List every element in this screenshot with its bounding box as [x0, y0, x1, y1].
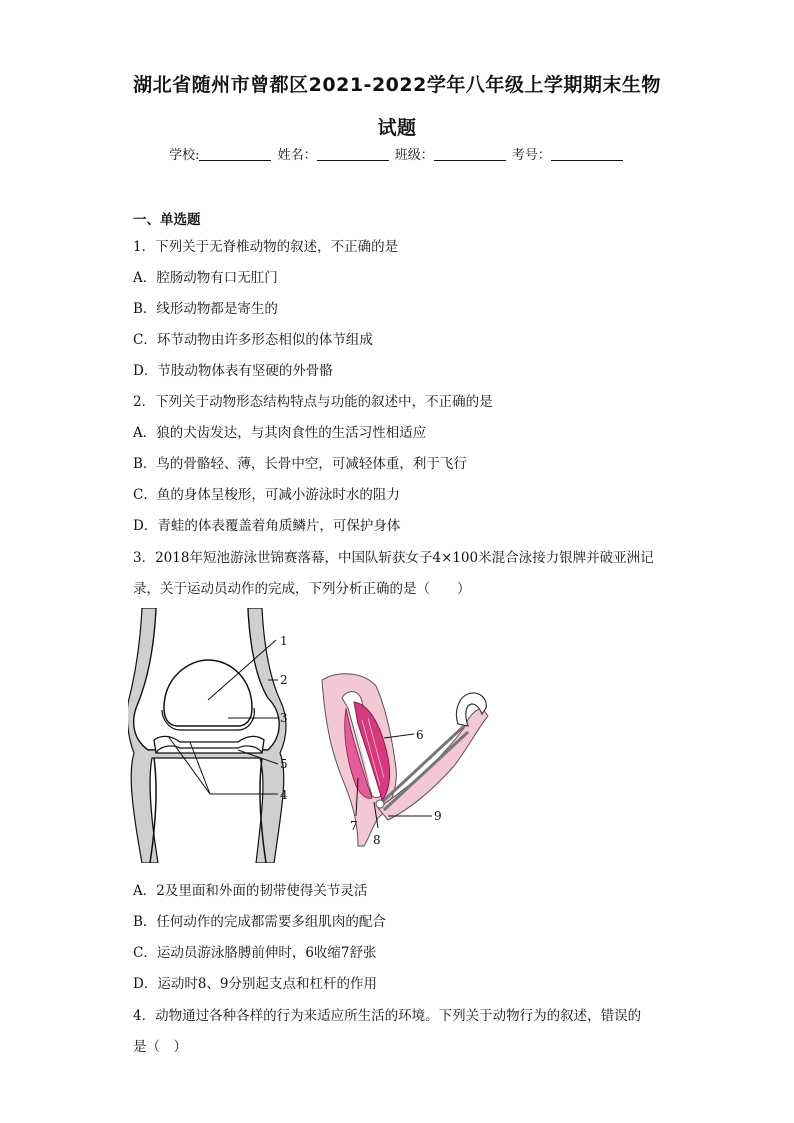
elbow-joint — [376, 800, 384, 808]
question-1-option-c: C．环节动物由许多形态相似的体节组成 — [133, 332, 373, 348]
question-3-option-a: A．2及里面和外面的韧带使得关节灵活 — [133, 883, 368, 899]
arm-muscle-diagram — [318, 668, 498, 853]
question-1-stem: 1．下列关于无脊椎动物的叙述，不正确的是 — [133, 239, 399, 255]
question-2-option-c: C．鱼的身体呈梭形，可减小游泳时水的阻力 — [133, 487, 400, 503]
joint-diagram — [128, 608, 308, 863]
school-blank[interactable] — [199, 148, 271, 161]
arm-label-8: 8 — [373, 833, 381, 847]
question-1-option-b: B．线形动物都是寄生的 — [133, 301, 278, 317]
exam-number-label: 考号： — [511, 148, 551, 163]
section-title: 一、单选题 — [133, 212, 201, 228]
joint-label-2: 2 — [280, 673, 288, 687]
question-1-option-a: A．腔肠动物有口无肛门 — [133, 270, 278, 286]
name-blank[interactable] — [317, 148, 389, 161]
question-3-option-c: C．运动员游泳胳膊前伸时，6收缩7舒张 — [133, 945, 377, 961]
arm-label-6: 6 — [416, 728, 424, 742]
question-1-option-d: D．节肢动物体表有坚硬的外骨骼 — [133, 363, 333, 379]
question-3-option-b: B．任何动作的完成都需要多组肌肉的配合 — [133, 914, 386, 930]
arm-label-9: 9 — [434, 809, 442, 823]
question-2-option-a: A．狼的犬齿发达，与其肉食性的生活习性相适应 — [133, 425, 427, 441]
joint-label-5: 5 — [280, 757, 288, 771]
joint-label-3: 3 — [280, 711, 288, 725]
question-2-stem: 2．下列关于动物形态结构特点与功能的叙述中，不正确的是 — [133, 394, 493, 410]
exam-title-line2: 试题 — [377, 117, 417, 139]
question-3-stem-line2: 录，关于运动员动作的完成，下列分析正确的是（ ） — [133, 581, 471, 597]
school-label: 学校: — [169, 148, 200, 163]
exam-number-blank[interactable] — [551, 148, 623, 161]
exam-title-line1: 湖北省随州市曾都区2021-2022学年八年级上学期期末生物 — [133, 74, 661, 96]
class-blank[interactable] — [434, 148, 506, 161]
joint-label-4: 4 — [280, 788, 288, 802]
joint-label-1: 1 — [280, 634, 288, 648]
student-info-row — [0, 144, 794, 163]
name-label: 姓名： — [277, 148, 317, 163]
question-2-option-d: D．青蛙的体表覆盖着角质鳞片，可保护身体 — [133, 518, 401, 534]
question-4-stem-line2: 是（ ） — [133, 1039, 187, 1055]
question-2-option-b: B．鸟的骨骼轻、薄，长骨中空，可减轻体重，利于飞行 — [133, 456, 467, 472]
arm-label-7: 7 — [350, 819, 358, 833]
question-3-option-d: D．运动时8、9分别起支点和杠杆的作用 — [133, 976, 378, 992]
lower-bone-outline — [150, 758, 266, 863]
question-3-stem-line1: 3．2018年短池游泳世锦赛落幕，中国队斩获女子4×100米混合泳接力银牌并破亚洲记 — [133, 550, 654, 566]
class-label: 班级： — [394, 148, 434, 163]
question-4-stem-line1: 4．动物通过各种各样的行为来适应所生活的环境。下列关于动物行为的叙述，错误的 — [133, 1008, 642, 1024]
